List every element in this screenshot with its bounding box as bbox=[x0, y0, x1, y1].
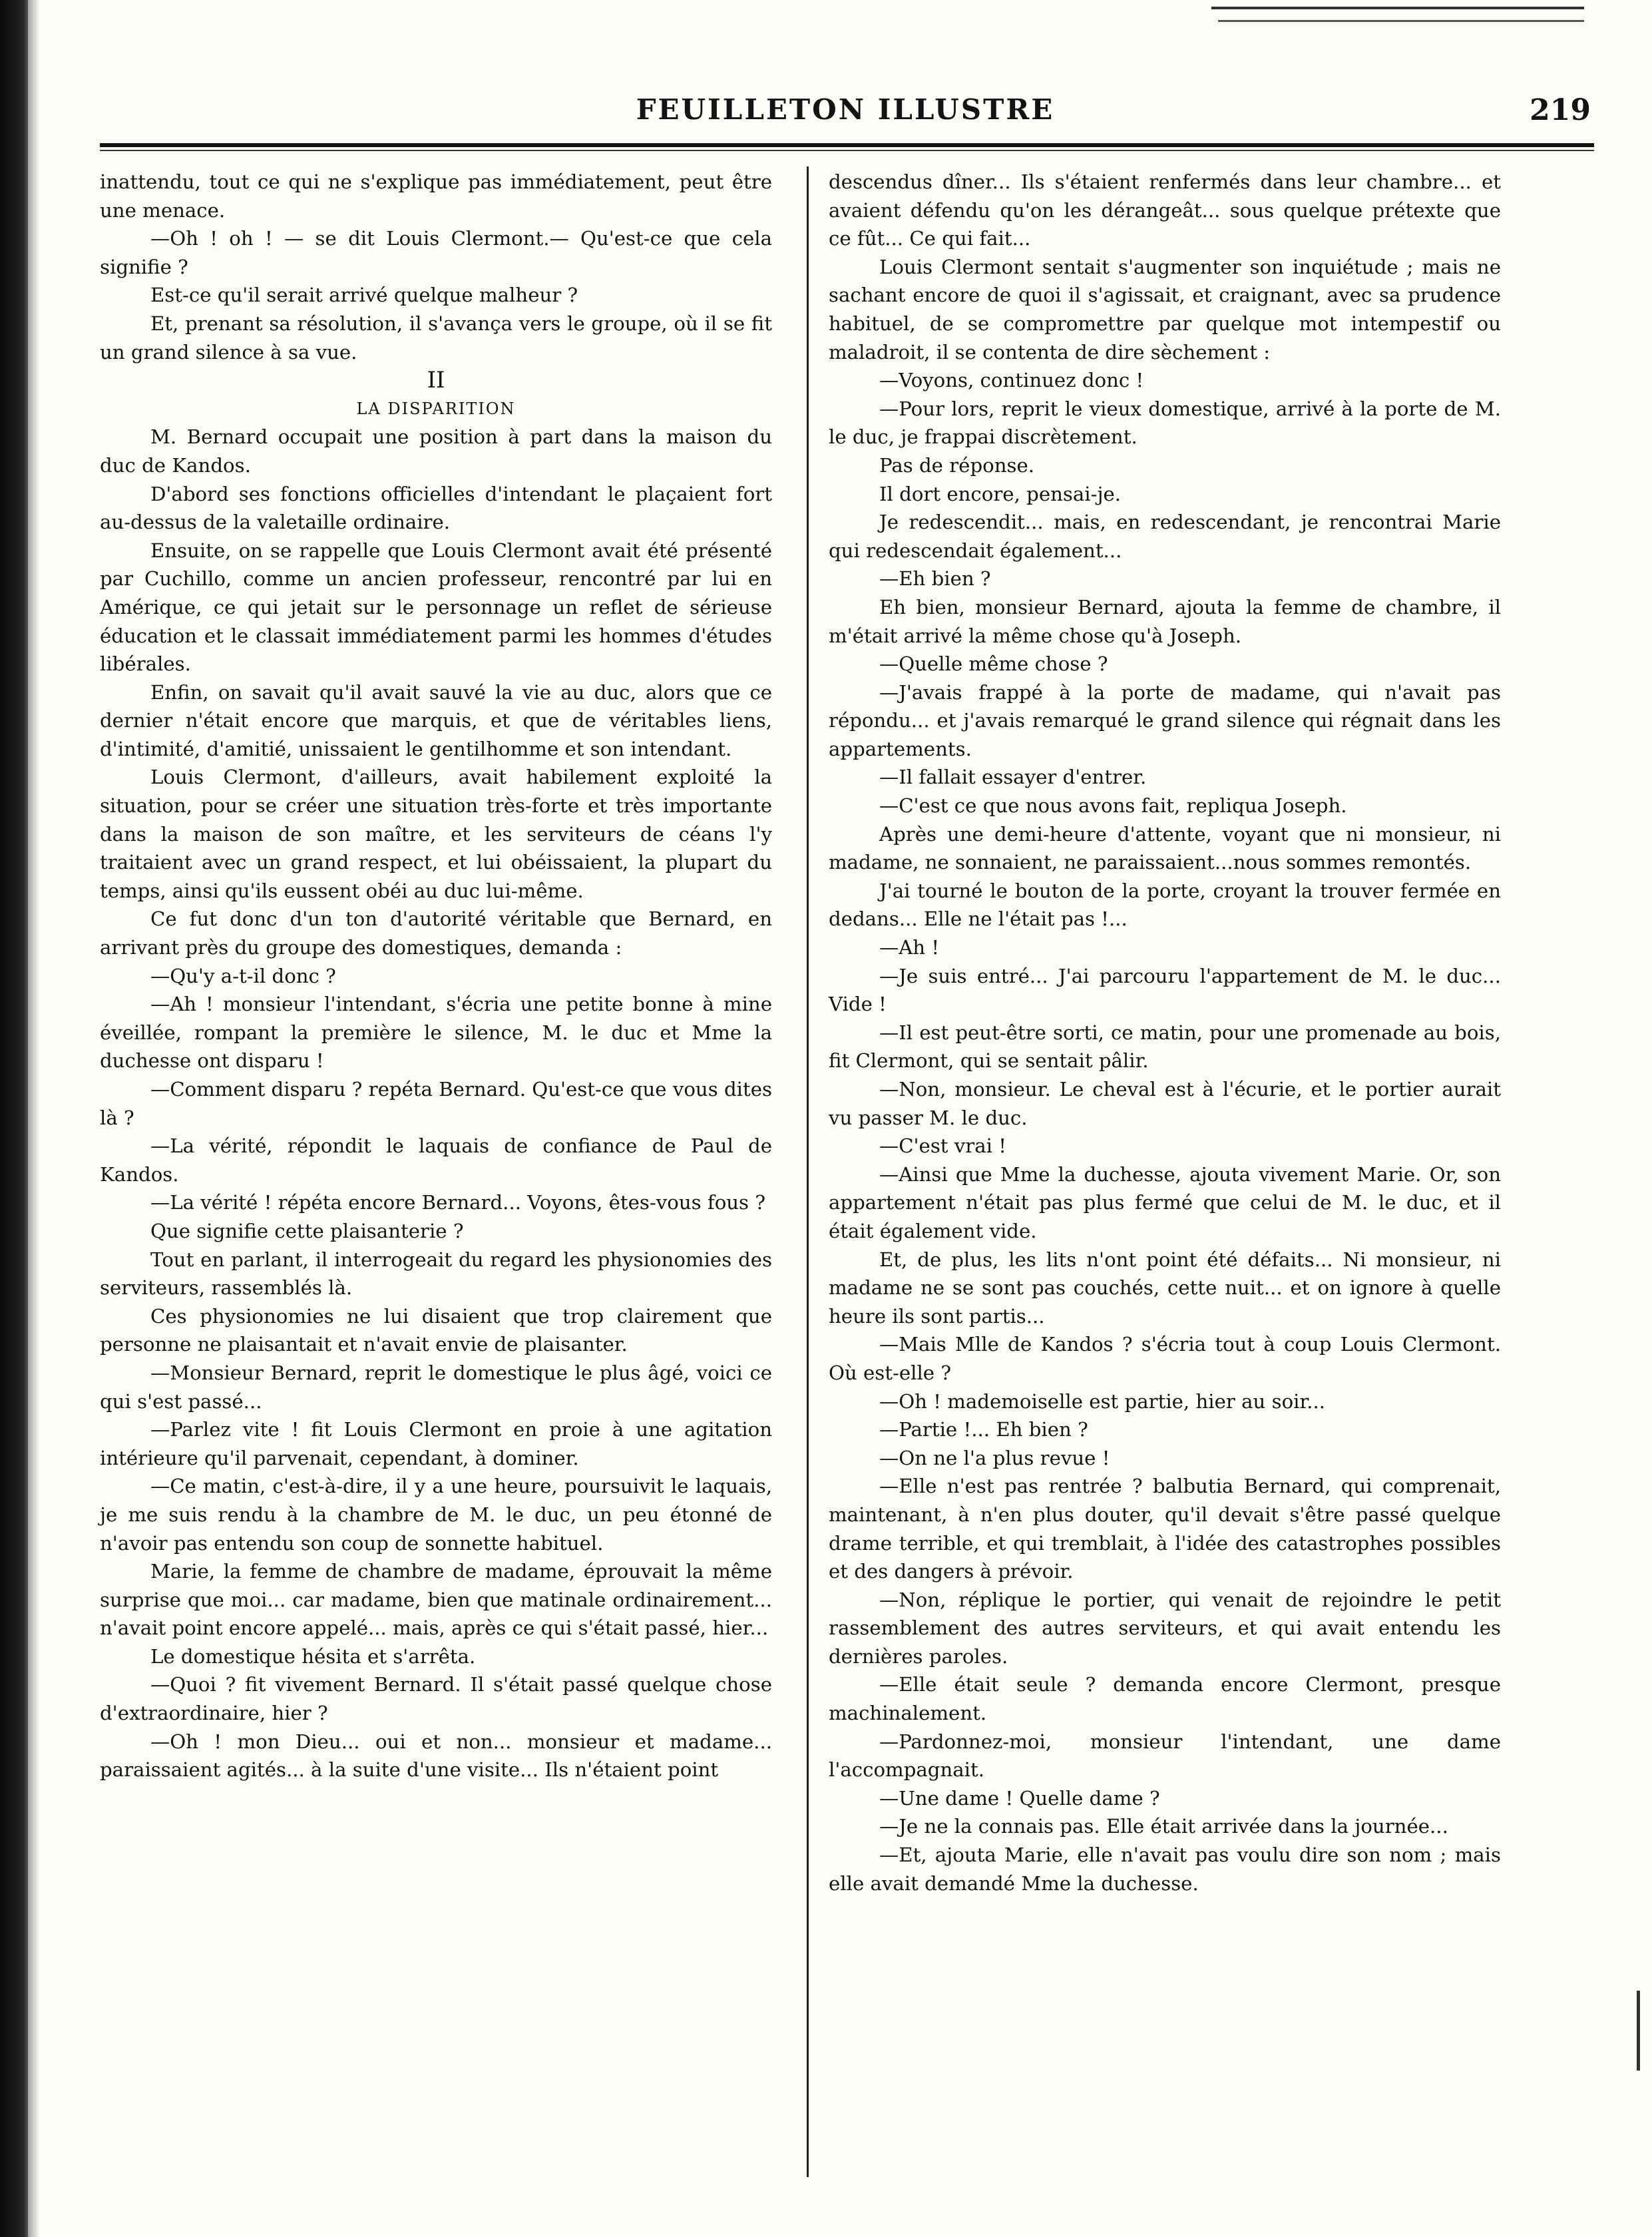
paragraph: Marie, la femme de chambre de madame, éprouvait la même surprise que moi... car madame, bien que matinale ordinairement... n'avait point encore appelé... mais, après ce qui s'était passé, hier... bbox=[100, 1560, 772, 1640]
paragraph: —Oh ! mon Dieu... oui et non... monsieur et madame... paraissaient agités... à la suite d'une visite... Ils n'étaient point bbox=[100, 1730, 772, 1782]
paragraph: Et, de plus, les lits n'ont point été défaits... Ni monsieur, ni madame ne se sont pas couchés, cette nuit... et on ignore à quelle heure ils sont partis... bbox=[829, 1248, 1501, 1328]
paragraph: —Mais Mlle de Kandos ? s'écria tout à coup Louis Clermont. Où est-elle ? bbox=[829, 1333, 1501, 1384]
paragraph: —Ce matin, c'est-à-dire, il y a une heure, poursuivit le laquais, je me suis rendu à la chambre de M. le duc, un peu étonné de n'avoir pas entendu son coup de sonnette habituel. bbox=[100, 1475, 772, 1555]
paragraph: Est-ce qu'il serait arrivé quelque malheur ? bbox=[150, 284, 578, 307]
paragraph: Tout en parlant, il interrogeait du regard les physionomies des serviteurs, rassemblés là. bbox=[100, 1248, 772, 1300]
paragraph: Que signifie cette plaisanterie ? bbox=[150, 1219, 464, 1242]
paragraph: D'abord ses fonctions officielles d'intendant le plaçaient fort au-dessus de la valetaille ordinaire. bbox=[100, 482, 772, 534]
paragraph: Il dort encore, pensai-je. bbox=[879, 482, 1122, 505]
paragraph: —Ah ! bbox=[879, 936, 940, 959]
paragraph: Ces physionomies ne lui disaient que trop clairement que personne ne plaisantait et n'avait envie de plaisanter. bbox=[100, 1304, 772, 1356]
column-divider bbox=[807, 166, 809, 2177]
paragraph: Enfin, on savait qu'il avait sauvé la vie au duc, alors que ce dernier n'était encore que marquis, et que de véritables liens, d'intimité, d'amitié, unissaient le gentilhomme et son intendant. bbox=[100, 680, 772, 760]
paragraph: —On ne l'a plus revue ! bbox=[879, 1446, 1110, 1469]
top-scan-rule-secondary bbox=[1218, 20, 1584, 22]
right-column bbox=[829, 168, 1501, 1897]
paragraph: Ensuite, on se rappelle que Louis Clermont avait été présenté par Cuchillo, comme un ancien professeur, rencontré par lui en Amérique, ce qui jetait sur le personnage un reflet de sérieuse éducation et le classait immédiatement parmi les hommes d'études libérales. bbox=[100, 539, 772, 676]
paragraph: Le domestique hésita et s'arrêta. bbox=[150, 1644, 476, 1668]
paragraph: —Elle était seule ? demanda encore Clermont, presque machinalement. bbox=[829, 1673, 1501, 1725]
paragraph: —J'avais frappé à la porte de madame, qui n'avait pas répondu... et j'avais remarqué le grand silence qui régnait dans les appartements. bbox=[829, 680, 1501, 760]
paragraph: —Une dame ! Quelle dame ? bbox=[879, 1786, 1160, 1810]
paragraph: —Eh bien ? bbox=[879, 567, 991, 591]
paragraph: —Je suis entré... J'ai parcouru l'appartement de M. le duc... Vide ! bbox=[829, 964, 1501, 1016]
paragraph: J'ai tourné le bouton de la porte, croyant la trouver fermée en dedans... Elle ne l'était pas !... bbox=[829, 879, 1501, 931]
paragraph: —Pardonnez-moi, monsieur l'intendant, une dame l'accompagnait. bbox=[829, 1730, 1501, 1782]
paragraph: —Elle n'est pas rentrée ? balbutia Bernard, qui comprenait, maintenant, à n'en plus douter, qu'il devait s'être passé quelque drame terrible, et qui tremblait, à l'idée des catastrophes possibles et des dangers à prévoir. bbox=[829, 1475, 1501, 1583]
paragraph: M. Bernard occupait une position à part dans la maison du duc de Kandos. bbox=[100, 425, 772, 477]
paragraph: Louis Clermont, d'ailleurs, avait habilement exploité la situation, pour se créer une situation très-forte et très importante dans la maison de son maître, et les serviteurs de céans l'y traitaient avec un grand respect, et lui obéissaient, la plupart du temps, ainsi qu'ils eussent obéi au duc lui-même. bbox=[100, 766, 772, 902]
running-title: FEUILLETON ILLUSTRE bbox=[636, 93, 1055, 126]
paragraph: —Et, ajouta Marie, elle n'avait pas voulu dire son nom ; mais elle avait demandé Mme la duchesse. bbox=[829, 1844, 1501, 1895]
top-scan-rule bbox=[1211, 7, 1584, 9]
paragraph: Je redescendit... mais, en redescendant, je rencontrai Marie qui redescendait également... bbox=[829, 511, 1501, 562]
paragraph: —La vérité ! répéta encore Bernard... Voyons, êtes-vous fous ? bbox=[150, 1191, 765, 1214]
header-rule bbox=[100, 143, 1594, 147]
header-rule-thin bbox=[100, 150, 1594, 151]
paragraph: —Quelle même chose ? bbox=[879, 652, 1108, 676]
scan-margin-mark bbox=[1637, 1991, 1640, 2071]
paragraph: —Monsieur Bernard, reprit le domestique le plus âgé, voici ce qui s'est passé... bbox=[100, 1361, 772, 1413]
paragraph: —Oh ! mademoiselle est partie, hier au soir... bbox=[879, 1389, 1326, 1413]
paragraph: descendus dîner... Ils s'étaient renfermés dans leur chambre... et avaient défendu qu'on les dérangeât... sous quelque prétexte que ce fût... Ce qui fait... bbox=[829, 170, 1501, 250]
paragraph: —Non, réplique le portier, qui venait de rejoindre le petit rassemblement des autres serviteurs, et qui avait entendu les dernières paroles. bbox=[829, 1588, 1501, 1668]
page-number: 219 bbox=[1530, 93, 1591, 127]
paragraph: —Non, monsieur. Le cheval est à l'écurie, et le portier aurait vu passer M. le duc. bbox=[829, 1078, 1501, 1129]
paragraph: Eh bien, monsieur Bernard, ajouta la femme de chambre, il m'était arrivé la même chose qu'à Joseph. bbox=[829, 595, 1501, 647]
paragraph: Et, prenant sa résolution, il s'avança vers le groupe, où il se fit un grand silence à sa vue. bbox=[100, 312, 772, 364]
paragraph: —Parlez vite ! fit Louis Clermont en proie à une agitation intérieure qu'il parvenait, cependant, à dominer. bbox=[100, 1418, 772, 1469]
left-column bbox=[100, 168, 772, 1784]
paragraph: —C'est vrai ! bbox=[879, 1134, 1006, 1158]
paragraph: —Ainsi que Mme la duchesse, ajouta vivement Marie. Or, son appartement n'était pas plus fermé que celui de M. le duc, et il était également vide. bbox=[829, 1162, 1501, 1242]
page-header bbox=[100, 93, 1591, 133]
book-binding-edge bbox=[0, 0, 28, 2237]
paragraph: Après une demi-heure d'attente, voyant que ni monsieur, ni madame, ne sonnaient, ne paraissaient...nous sommes remontés. bbox=[829, 822, 1501, 874]
paragraph: —Oh ! oh ! — se dit Louis Clermont.— Qu'est-ce que cela signifie ? bbox=[100, 227, 772, 278]
paragraph: —Ah ! monsieur l'intendant, s'écria une petite bonne à mine éveillée, rompant la première le silence, M. le duc et Mme la duchesse ont disparu ! bbox=[100, 993, 772, 1073]
paragraph: —Voyons, continuez donc ! bbox=[879, 369, 1144, 392]
paragraph: —La vérité, répondit le laquais de confiance de Paul de Kandos. bbox=[100, 1134, 772, 1186]
paragraph: —Partie !... Eh bien ? bbox=[879, 1418, 1088, 1441]
paragraph: —Il est peut-être sorti, ce matin, pour une promenade au bois, fit Clermont, qui se sentait pâlir. bbox=[829, 1021, 1501, 1073]
paragraph: —Je ne la connais pas. Elle était arrivée dans la journée... bbox=[879, 1815, 1448, 1838]
paragraph: Ce fut donc d'un ton d'autorité véritable que Bernard, en arrivant près du groupe des domestiques, demanda : bbox=[100, 907, 772, 959]
left-column-body bbox=[100, 423, 772, 1784]
right-column-body bbox=[829, 168, 1501, 1897]
paragraph: —Qu'y a-t-il donc ? bbox=[150, 964, 336, 987]
paragraph: —Comment disparu ? repéta Bernard. Qu'est-ce que vous dites là ? bbox=[100, 1078, 772, 1129]
paragraph: Pas de réponse. bbox=[879, 453, 1035, 477]
paragraph: —Quoi ? fit vivement Bernard. Il s'était passé quelque chose d'extraordinaire, hier ? bbox=[100, 1673, 772, 1725]
paragraph: Louis Clermont sentait s'augmenter son inquiétude ; mais ne sachant encore de quoi il s'agissait, et craignant, avec sa prudence habituel, de se compromettre par quelque mot intempestif ou maladroit, il se contenta de dire sèchement : bbox=[829, 255, 1501, 364]
paragraph: inattendu, tout ce qui ne s'explique pas immédiatement, peut être une menace. bbox=[100, 170, 772, 222]
paragraph: —Il fallait essayer d'entrer. bbox=[879, 766, 1147, 789]
left-column-intro bbox=[100, 168, 772, 366]
paragraph: —C'est ce que nous avons fait, repliqua Joseph. bbox=[879, 794, 1347, 818]
section-title: LA DISPARITION bbox=[356, 399, 516, 418]
section-number: II bbox=[427, 367, 445, 394]
paragraph: —Pour lors, reprit le vieux domestique, arrivé à la porte de M. le duc, je frappai discrètement. bbox=[829, 397, 1501, 449]
